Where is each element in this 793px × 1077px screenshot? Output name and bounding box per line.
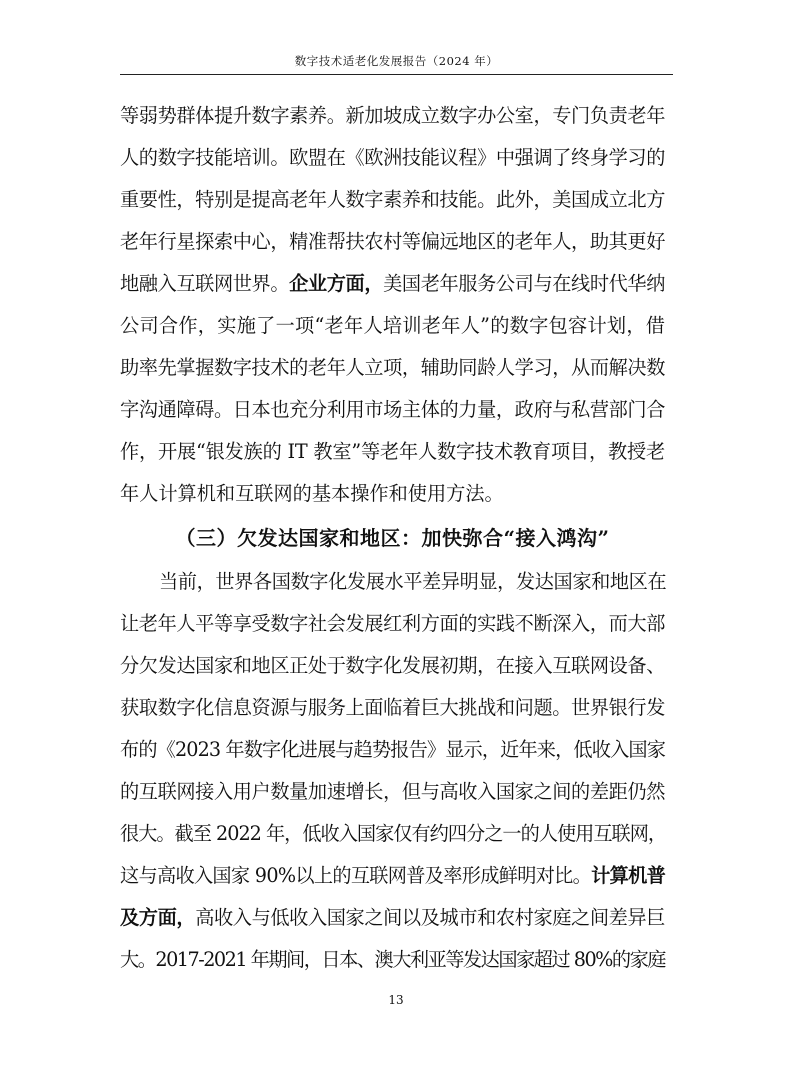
- paragraph1-line-8: 字沟通障碍。日本也充分利用市场主体的力量，政府与私营部门合: [120, 398, 665, 421]
- paragraph2-bold-phrase-computer-part2: 及方面，: [120, 906, 196, 929]
- paragraph2-line-3: 分欠发达国家和地区正处于数字化发展初期，在接入互联网设备、: [120, 654, 665, 677]
- paragraph2-line-9-suffix: 高收入与低收入国家之间以及城市和农村家庭之间差异巨: [195, 906, 666, 929]
- paragraph1-line-5-suffix: 美国老年服务公司与在线时代华纳: [383, 272, 665, 295]
- header-rule: [120, 74, 673, 75]
- paragraph1-line-5: [120, 264, 665, 304]
- paragraph2-line-8-prefix: 这与高收入国家 90%以上的互联网普及率形成鲜明对比。: [120, 864, 592, 887]
- paragraph2-line-1: 当前，世界各国数字化发展水平差异明显，发达国家和地区在: [159, 570, 667, 593]
- paragraph1-line-7: 助率先掌握数字技术的老年人立项，辅助同龄人学习，从而解决数: [120, 356, 665, 379]
- paragraph2-line-10: 大。2017-2021 年期间，日本、澳大利亚等发达国家超过 80%的家庭: [120, 948, 665, 971]
- page-number: 13: [388, 993, 404, 1007]
- paragraph2-bold-phrase-computer-part1: 计算机普: [591, 864, 666, 887]
- paragraph1-bold-phrase-enterprise: 企业方面，: [289, 272, 384, 295]
- paragraph1-line-9: 作，开展“银发族的 IT 教室”等老年人数字技术教育项目，教授老: [120, 440, 665, 463]
- paragraph1-line-4: 老年行星探索中心，精准帮扶农村等偏远地区的老年人，助其更好: [120, 230, 665, 253]
- paragraph1-line-6: 公司合作，实施了一项“老年人培训老年人”的数字包容计划，借: [120, 314, 665, 337]
- paragraph2-line-6: 的互联网接入用户数量加速增长，但与高收入国家之间的差距仍然: [120, 780, 665, 803]
- paragraph1-line-1: 等弱势群体提升数字素养。新加坡成立数字办公室，专门负责老年: [120, 104, 665, 127]
- paragraph2-line-9: [120, 898, 665, 938]
- paragraph1-line-3: 重要性，特别是提高老年人数字素养和技能。此外，美国成立北方: [120, 188, 665, 211]
- paragraph2-line-8: [120, 856, 665, 896]
- paragraph2-line-7: 很大。截至 2022 年，低收入国家仅有约四分之一的人使用互联网，: [120, 822, 667, 845]
- running-header: 数字技术适老化发展报告（2024 年）: [294, 54, 499, 68]
- paragraph2-line-5: 布的《2023 年数字化进展与趋势报告》显示，近年来，低收入国家: [120, 738, 665, 761]
- section-heading: （三）欠发达国家和地区：加快弥合“接入鸿沟”: [175, 526, 610, 550]
- paragraph2-line-2: 让老年人平等享受数字社会发展红利方面的实践不断深入，而大部: [120, 612, 665, 635]
- paragraph1-line-2: 人的数字技能培训。欧盟在《欧洲技能议程》中强调了终身学习的: [120, 146, 665, 169]
- paragraph2-line-4: 获取数字化信息资源与服务上面临着巨大挑战和问题。世界银行发: [120, 696, 665, 719]
- paragraph1-line-10: 年人计算机和互联网的基本操作和使用方法。: [120, 482, 504, 505]
- paragraph1-line-5-prefix: 地融入互联网世界。: [120, 272, 290, 295]
